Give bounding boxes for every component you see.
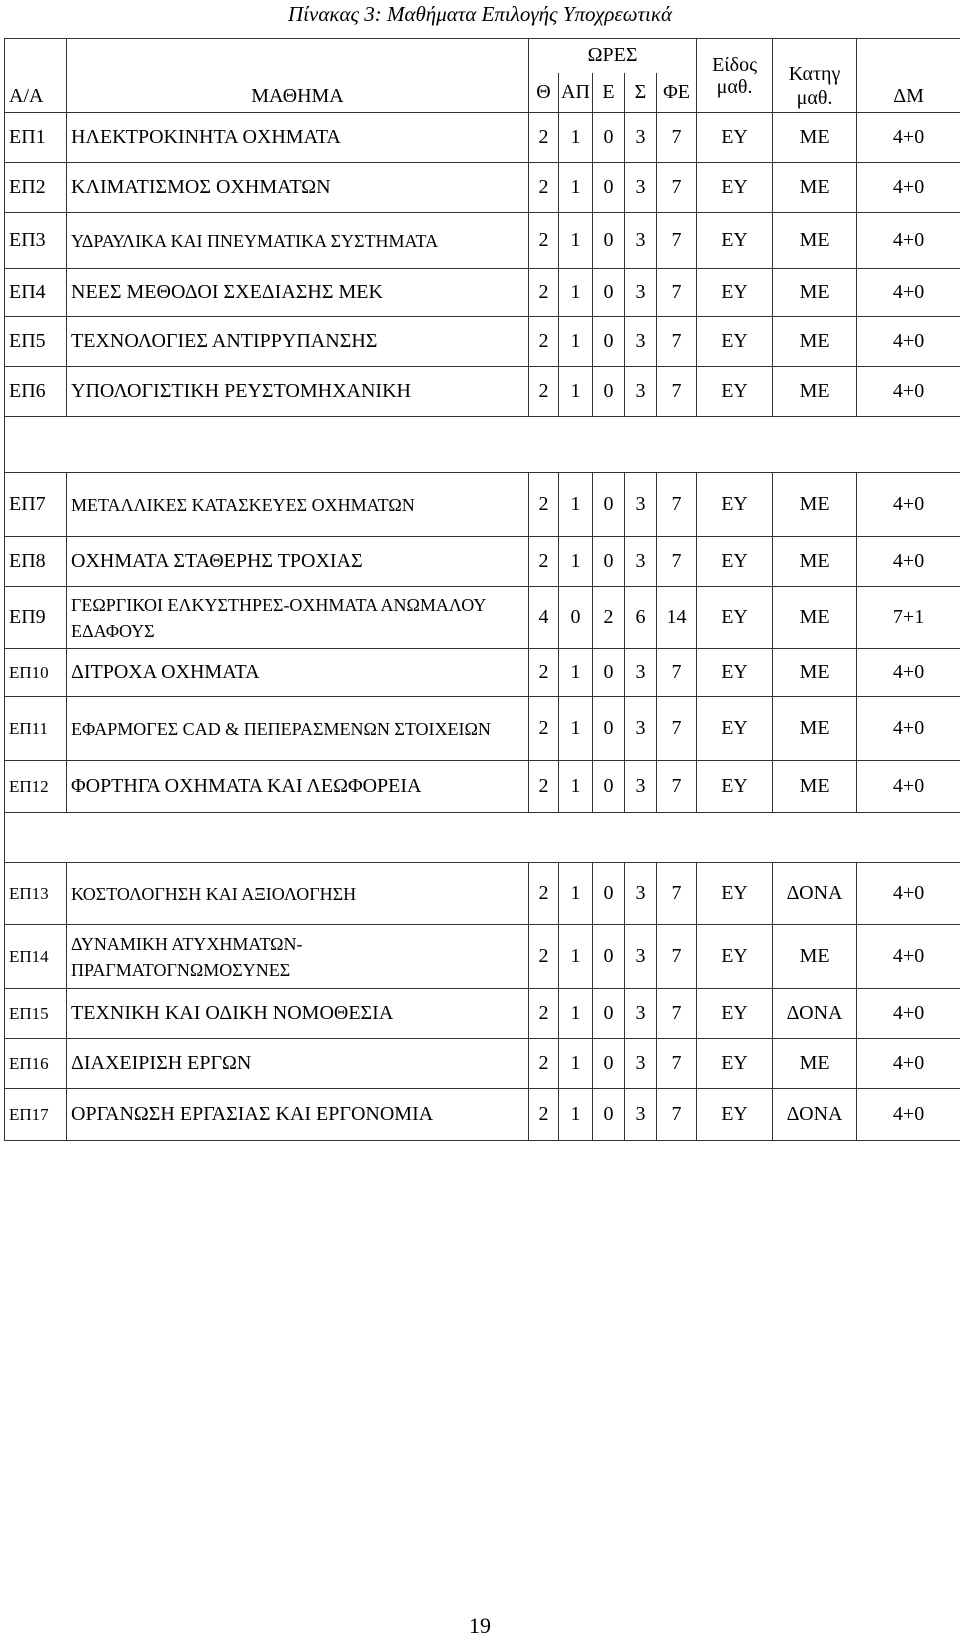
row-s: 3 [625, 1089, 657, 1141]
table-row [5, 863, 960, 925]
row-id: ΕΠ17 [5, 1089, 67, 1141]
row-s: 3 [625, 473, 657, 537]
row-th: 2 [529, 925, 559, 989]
row-cat: ΜΕ [773, 1039, 857, 1089]
row-course-name: ΝΕΕΣ ΜΕΘΟΔΟΙ ΣΧΕΔΙΑΣΗΣ ΜΕΚ [67, 269, 529, 317]
row-th: 2 [529, 989, 559, 1039]
row-type: ΕΥ [697, 537, 773, 587]
row-course-name: ΓΕΩΡΓΙΚΟΙ ΕΛΚΥΣΤΗΡΕΣ-ΟΧΗΜΑΤΑ ΑΝΩΜΑΛΟΥ ΕΔΑΦΟΥΣ [67, 587, 529, 649]
row-th: 2 [529, 473, 559, 537]
row-course-name: ΔΙΑΧΕΙΡΙΣΗ ΕΡΓΩΝ [67, 1039, 529, 1089]
row-th: 2 [529, 761, 559, 813]
row-ap: 0 [559, 587, 593, 649]
row-fe: 7 [657, 367, 697, 417]
spacer-row [5, 417, 960, 473]
page-number: 19 [469, 1613, 491, 1638]
row-course-name: ΕΦΑΡΜΟΓΕΣ CAD & ΠΕΠΕΡΑΣΜΕΝΩΝ ΣΤΟΙΧΕΙΩΝ [67, 697, 529, 761]
row-id: ΕΠ12 [5, 761, 67, 813]
row-e: 0 [593, 113, 625, 163]
table-row [5, 537, 960, 587]
row-id: ΕΠ1 [5, 113, 67, 163]
row-dm: 4+0 [857, 537, 960, 587]
row-ap: 1 [559, 113, 593, 163]
row-course-name: ΗΛΕΚΤΡΟΚΙΝΗΤΑ ΟΧΗΜΑΤΑ [67, 113, 529, 163]
row-e: 0 [593, 761, 625, 813]
row-th: 2 [529, 367, 559, 417]
row-id: ΕΠ14 [5, 925, 67, 989]
row-id: ΕΠ8 [5, 537, 67, 587]
row-ap: 1 [559, 367, 593, 417]
table-row [5, 473, 960, 537]
table-row [5, 989, 960, 1039]
row-course-name: ΥΠΟΛΟΓΙΣΤΙΚΗ ΡΕΥΣΤΟΜΗΧΑΝΙΚΗ [67, 367, 529, 417]
row-fe: 7 [657, 269, 697, 317]
row-dm: 4+0 [857, 697, 960, 761]
row-e: 0 [593, 1039, 625, 1089]
spacer-cell [5, 417, 960, 473]
row-cat: ΜΕ [773, 473, 857, 537]
row-e: 0 [593, 213, 625, 269]
row-fe: 7 [657, 925, 697, 989]
row-type: ΕΥ [697, 587, 773, 649]
row-s: 6 [625, 587, 657, 649]
row-cat: ΜΕ [773, 367, 857, 417]
row-type: ΕΥ [697, 213, 773, 269]
row-ap: 1 [559, 317, 593, 367]
row-cat: ΜΕ [773, 649, 857, 697]
row-id: ΕΠ5 [5, 317, 67, 367]
header-hours: ΩΡΕΣ [529, 39, 697, 73]
row-type: ΕΥ [697, 113, 773, 163]
table-row [5, 269, 960, 317]
row-cat: ΜΕ [773, 761, 857, 813]
row-ap: 1 [559, 269, 593, 317]
row-cat: ΜΕ [773, 269, 857, 317]
row-course-name: ΤΕΧΝΟΛΟΓΙΕΣ ΑΝΤΙΡΡΥΠΑΝΣΗΣ [67, 317, 529, 367]
row-dm: 4+0 [857, 367, 960, 417]
row-dm: 4+0 [857, 1089, 960, 1141]
table-row [5, 587, 960, 649]
header-aa: Α/Α [5, 39, 67, 113]
row-cat: ΜΕ [773, 113, 857, 163]
row-e: 0 [593, 317, 625, 367]
row-dm: 4+0 [857, 213, 960, 269]
row-ap: 1 [559, 863, 593, 925]
row-cat: ΔΟΝΑ [773, 863, 857, 925]
row-course-name: ΟΡΓΑΝΩΣΗ ΕΡΓΑΣΙΑΣ ΚΑΙ ΕΡΓΟΝΟΜΙΑ [67, 1089, 529, 1141]
row-cat: ΜΕ [773, 537, 857, 587]
row-id: ΕΠ4 [5, 269, 67, 317]
courses-table [4, 38, 960, 1141]
table-row [5, 113, 960, 163]
row-course-name: ΚΛΙΜΑΤΙΣΜΟΣ ΟΧΗΜΑΤΩΝ [67, 163, 529, 213]
row-dm: 4+0 [857, 163, 960, 213]
row-dm: 4+0 [857, 863, 960, 925]
table-row [5, 1039, 960, 1089]
header-course: ΜΑΘΗΜΑ [67, 39, 529, 113]
row-dm: 7+1 [857, 587, 960, 649]
row-ap: 1 [559, 649, 593, 697]
row-type: ΕΥ [697, 367, 773, 417]
row-s: 3 [625, 761, 657, 813]
row-ap: 1 [559, 761, 593, 813]
row-e: 0 [593, 649, 625, 697]
row-id: ΕΠ10 [5, 649, 67, 697]
row-type: ΕΥ [697, 163, 773, 213]
row-course-name: ΚΟΣΤΟΛΟΓΗΣΗ ΚΑΙ ΑΞΙΟΛΟΓΗΣΗ [67, 863, 529, 925]
row-e: 0 [593, 989, 625, 1039]
row-cat: ΔΟΝΑ [773, 1089, 857, 1141]
row-e: 0 [593, 925, 625, 989]
spacer-row [5, 813, 960, 863]
table-row [5, 925, 960, 989]
table-row [5, 163, 960, 213]
row-fe: 7 [657, 163, 697, 213]
row-id: ΕΠ9 [5, 587, 67, 649]
row-type: ΕΥ [697, 925, 773, 989]
row-ap: 1 [559, 925, 593, 989]
row-cat: ΜΕ [773, 925, 857, 989]
table-caption: Πίνακας 3: Μαθήματα Επιλογής Υποχρεωτικά [288, 2, 672, 26]
row-th: 2 [529, 113, 559, 163]
row-type: ΕΥ [697, 863, 773, 925]
header-th: Θ [529, 73, 559, 113]
row-ap: 1 [559, 1089, 593, 1141]
row-th: 2 [529, 317, 559, 367]
table-row [5, 367, 960, 417]
row-th: 2 [529, 863, 559, 925]
row-id: ΕΠ2 [5, 163, 67, 213]
row-s: 3 [625, 163, 657, 213]
row-type: ΕΥ [697, 317, 773, 367]
row-fe: 7 [657, 1039, 697, 1089]
row-fe: 7 [657, 317, 697, 367]
row-ap: 1 [559, 473, 593, 537]
header-category: Κατηγ μαθ. [773, 39, 857, 113]
row-e: 0 [593, 863, 625, 925]
row-fe: 7 [657, 473, 697, 537]
row-ap: 1 [559, 989, 593, 1039]
spacer-cell [5, 813, 960, 863]
row-s: 3 [625, 317, 657, 367]
row-s: 3 [625, 367, 657, 417]
table-row [5, 213, 960, 269]
row-dm: 4+0 [857, 473, 960, 537]
row-id: ΕΠ3 [5, 213, 67, 269]
row-course-name: ΥΔΡΑΥΛΙΚΑ ΚΑΙ ΠΝΕΥΜΑΤΙΚΑ ΣΥΣΤΗΜΑΤΑ [67, 213, 529, 269]
row-id: ΕΠ6 [5, 367, 67, 417]
row-type: ΕΥ [697, 269, 773, 317]
row-th: 2 [529, 1089, 559, 1141]
row-fe: 7 [657, 697, 697, 761]
row-dm: 4+0 [857, 761, 960, 813]
row-fe: 7 [657, 649, 697, 697]
row-course-name: ΜΕΤΑΛΛΙΚΕΣ ΚΑΤΑΣΚΕΥΕΣ ΟΧΗΜΑΤΩΝ [67, 473, 529, 537]
row-dm: 4+0 [857, 317, 960, 367]
row-s: 3 [625, 925, 657, 989]
row-dm: 4+0 [857, 649, 960, 697]
row-dm: 4+0 [857, 925, 960, 989]
row-id: ΕΠ15 [5, 989, 67, 1039]
row-ap: 1 [559, 1039, 593, 1089]
row-fe: 7 [657, 863, 697, 925]
row-e: 0 [593, 697, 625, 761]
row-type: ΕΥ [697, 473, 773, 537]
row-fe: 7 [657, 213, 697, 269]
row-ap: 1 [559, 697, 593, 761]
row-dm: 4+0 [857, 1039, 960, 1089]
row-e: 0 [593, 367, 625, 417]
row-s: 3 [625, 113, 657, 163]
row-dm: 4+0 [857, 989, 960, 1039]
header-s: Σ [625, 73, 657, 113]
header-row-1 [5, 39, 960, 73]
row-cat: ΔΟΝΑ [773, 989, 857, 1039]
row-fe: 7 [657, 113, 697, 163]
row-e: 0 [593, 269, 625, 317]
row-course-name: ΤΕΧΝΙΚΗ ΚΑΙ ΟΔΙΚΗ ΝΟΜΟΘΕΣΙΑ [67, 989, 529, 1039]
row-s: 3 [625, 537, 657, 587]
row-ap: 1 [559, 213, 593, 269]
table-row [5, 761, 960, 813]
row-ap: 1 [559, 163, 593, 213]
row-course-name: ΦΟΡΤΗΓΑ ΟΧΗΜΑΤΑ ΚΑΙ ΛΕΩΦΟΡΕΙΑ [67, 761, 529, 813]
row-id: ΕΠ16 [5, 1039, 67, 1089]
row-s: 3 [625, 989, 657, 1039]
row-e: 0 [593, 473, 625, 537]
row-s: 3 [625, 213, 657, 269]
row-course-name: ΔΙΤΡΟΧΑ ΟΧΗΜΑΤΑ [67, 649, 529, 697]
row-cat: ΜΕ [773, 213, 857, 269]
row-cat: ΜΕ [773, 587, 857, 649]
row-type: ΕΥ [697, 697, 773, 761]
table-row [5, 697, 960, 761]
header-ap: ΑΠ [559, 73, 593, 113]
row-e: 0 [593, 163, 625, 213]
row-type: ΕΥ [697, 1039, 773, 1089]
row-type: ΕΥ [697, 761, 773, 813]
row-s: 3 [625, 863, 657, 925]
row-cat: ΜΕ [773, 317, 857, 367]
row-s: 3 [625, 697, 657, 761]
row-cat: ΜΕ [773, 163, 857, 213]
row-id: ΕΠ7 [5, 473, 67, 537]
header-e: Ε [593, 73, 625, 113]
row-th: 2 [529, 697, 559, 761]
row-th: 2 [529, 649, 559, 697]
row-th: 2 [529, 1039, 559, 1089]
table-row [5, 649, 960, 697]
row-s: 3 [625, 649, 657, 697]
row-dm: 4+0 [857, 113, 960, 163]
row-dm: 4+0 [857, 269, 960, 317]
row-th: 2 [529, 163, 559, 213]
row-fe: 14 [657, 587, 697, 649]
row-fe: 7 [657, 1089, 697, 1141]
row-type: ΕΥ [697, 649, 773, 697]
table-row [5, 1089, 960, 1141]
header-dm: ΔΜ [857, 39, 960, 113]
row-e: 0 [593, 537, 625, 587]
row-id: ΕΠ11 [5, 697, 67, 761]
row-course-name: ΔΥΝΑΜΙΚΗ ΑΤΥΧΗΜΑΤΩΝ- ΠΡΑΓΜΑΤΟΓΝΩΜΟΣΥΝΕΣ [67, 925, 529, 989]
row-fe: 7 [657, 761, 697, 813]
row-s: 3 [625, 269, 657, 317]
row-fe: 7 [657, 989, 697, 1039]
row-th: 4 [529, 587, 559, 649]
row-type: ΕΥ [697, 1089, 773, 1141]
header-type: Είδος μαθ. [697, 39, 773, 113]
row-id: ΕΠ13 [5, 863, 67, 925]
row-e: 0 [593, 1089, 625, 1141]
row-s: 3 [625, 1039, 657, 1089]
table-row [5, 317, 960, 367]
row-ap: 1 [559, 537, 593, 587]
row-e: 2 [593, 587, 625, 649]
row-course-name: ΟΧΗΜΑΤΑ ΣΤΑΘΕΡΗΣ ΤΡΟΧΙΑΣ [67, 537, 529, 587]
row-th: 2 [529, 537, 559, 587]
row-fe: 7 [657, 537, 697, 587]
row-th: 2 [529, 213, 559, 269]
row-type: ΕΥ [697, 989, 773, 1039]
row-th: 2 [529, 269, 559, 317]
row-cat: ΜΕ [773, 697, 857, 761]
header-fe: ΦΕ [657, 73, 697, 113]
